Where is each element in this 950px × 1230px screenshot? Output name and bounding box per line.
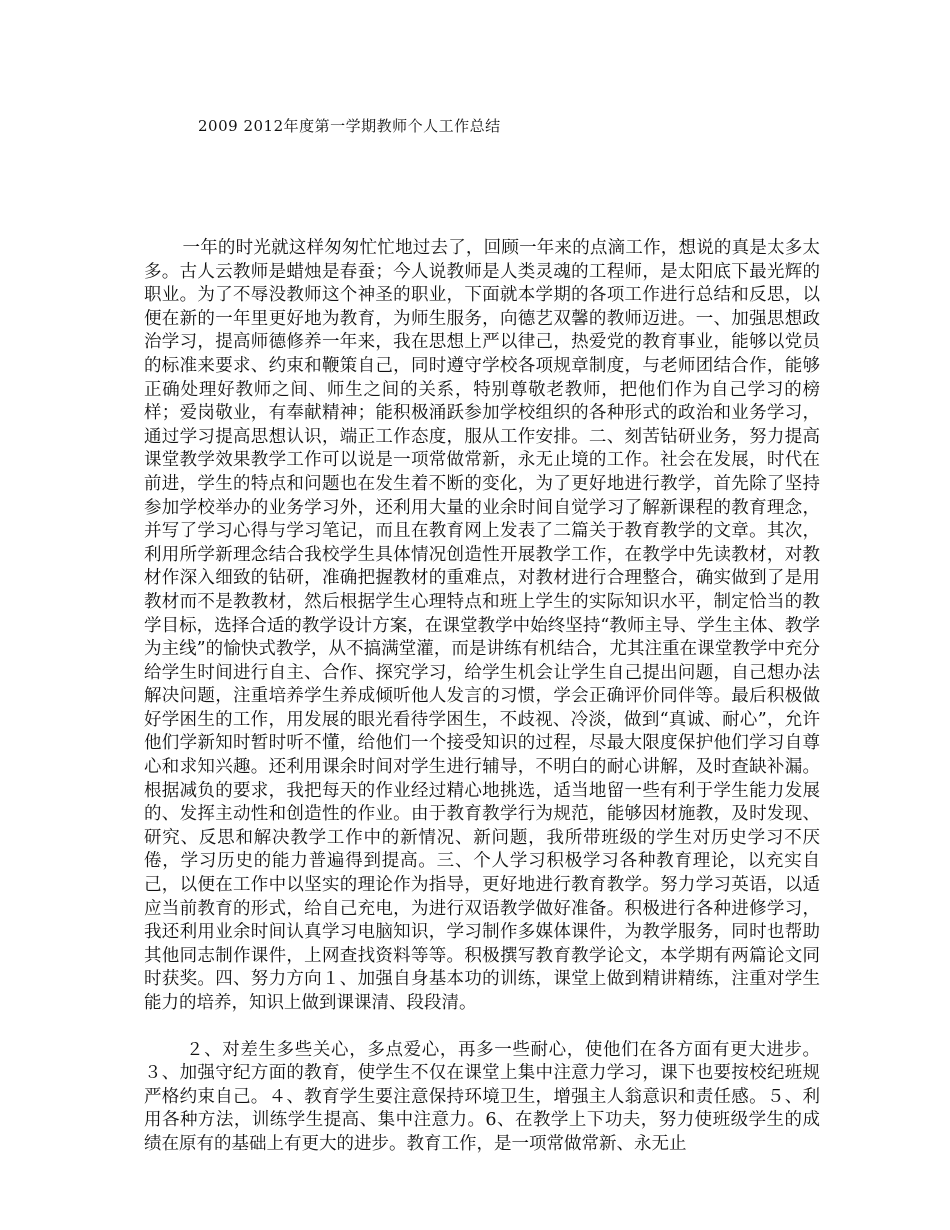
document-title: 2009 2012年度第一学期教师个人工作总结 [198, 117, 501, 135]
document-body [144, 237, 820, 1157]
body-paragraph-2: ２、对差生多些关心，多点爱心，再多一些耐心，使他们在各方面有更大进步。３、加强守纪方面的教育，使学生不仅在课堂上集中注意力学习，课下也要按校纪班规严格约束自己。４、教育学生要注意保持环境卫生，增强主人翁意识和责任感。５、利用各种方法，训练学生提高、集中注意力。6、在教学上下功夫，努力使班级学生的成绩在原有的基础上有更大的进步。教育工作，是一项常做常新、永无止 [144, 1039, 820, 1154]
body-paragraph-1: 一年的时光就这样匆匆忙忙地过去了，回顾一年来的点滴工作，想说的真是太多太多。古人云教师是蜡烛是春蚕；今人说教师是人类灵魂的工程师，是太阳底下最光辉的职业。为了不辱没教师这个神圣的职业，下面就本学期的各项工作进行总结和反思，以便在新的一年里更好地为教育，为师生服务，向德艺双馨的教师迈进。一、加强思想政治学习，提高师德修养一年来，我在思想上严以律己，热爱党的教育事业，能够以党员的标准来要求、约束和鞭策自己，同时遵守学校各项规章制度，与老师团结合作，能够正确处理好教师之间、师生之间的关系，特别尊敬老教师，把他们作为自己学习的榜样；爱岗敬业，有奉献精神；能积极涌跃参加学校组织的各种形式的政治和业务学习，通过学习提高思想认识，端正工作态度，服从工作安排。二、刻苦钻研业务，努力提高课堂教学效果教学工作可以说是一项常做常新，永无止境的工作。社会在发展，时代在前进，学生的特点和问题也在发生着不断的变化，为了更好地进行教学，首先除了坚持参加学校举办的业务学习外，还利用大量的业余时间自觉学习了解新课程的教育理念，并写了学习心得与学习笔记，而且在教育网上发表了二篇关于教育教学的文章。其次，利用所学新理念结合我校学生具体情况创造性开展教学工作，在教学中先读教材，对教材作深入细致的钻研，准确把握教材的重难点，对教材进行合理整合，确实做到了是用教材而不是教教材，然后根据学生心理特点和班上学生的实际知识水平，制定恰当的教学目标，选择合适的教学设计方案，在课堂教学中始终坚持“教师主导、学生主体、教学为主线”的愉快式教学，从不搞满堂灌，而是讲练有机结合，尤其注重在课堂教学中充分给学生时间进行自主、合作、探究学习，给学生机会让学生自己提出问题，自己想办法解决问题，注重培养学生养成倾听他人发言的习惯，学会正确评价同伴等。最后积极做好学困生的工作，用发展的眼光看待学困生，不歧视、冷淡，做到“真诚、耐心”，允许他们学新知时暂时听不懂，给他们一个接受知识的过程，尽最大限度保护他们学习自尊心和求知兴趣。还利用课余时间对学生进行辅导，不明白的耐心讲解，及时查缺补漏。根据减负的要求，我把每天的作业经过精心地挑选，适当地留一些有利于学生能力发展的、发挥主动性和创造性的作业。由于教育教学行为规范，能够因材施教，及时发现、研究、反思和解决教学工作中的新情况、新问题，我所带班级的学生对历史学习不厌倦，学习历史的能力普遍得到提高。三、个人学习积极学习各种教育理论，以充实自己，以便在工作中以坚实的理论作为指导，更好地进行教育教学。努力学习英语，以适应当前教育的形式，给自己充电，为进行双语教学做好准备。积极进行各种进修学习，我还利用业余时间认真学习电脑知识，学习制作多媒体课件，为教学服务，同时也帮助其他同志制作课件，上网查找资料等等。积极撰写教育教学论文，本学期有两篇论文同时获奖。四、努力方向１、加强自身基本功的训练，课堂上做到精讲精练，注重对学生能力的培养，知识上做到课课清、段段清。 [144, 238, 820, 1013]
